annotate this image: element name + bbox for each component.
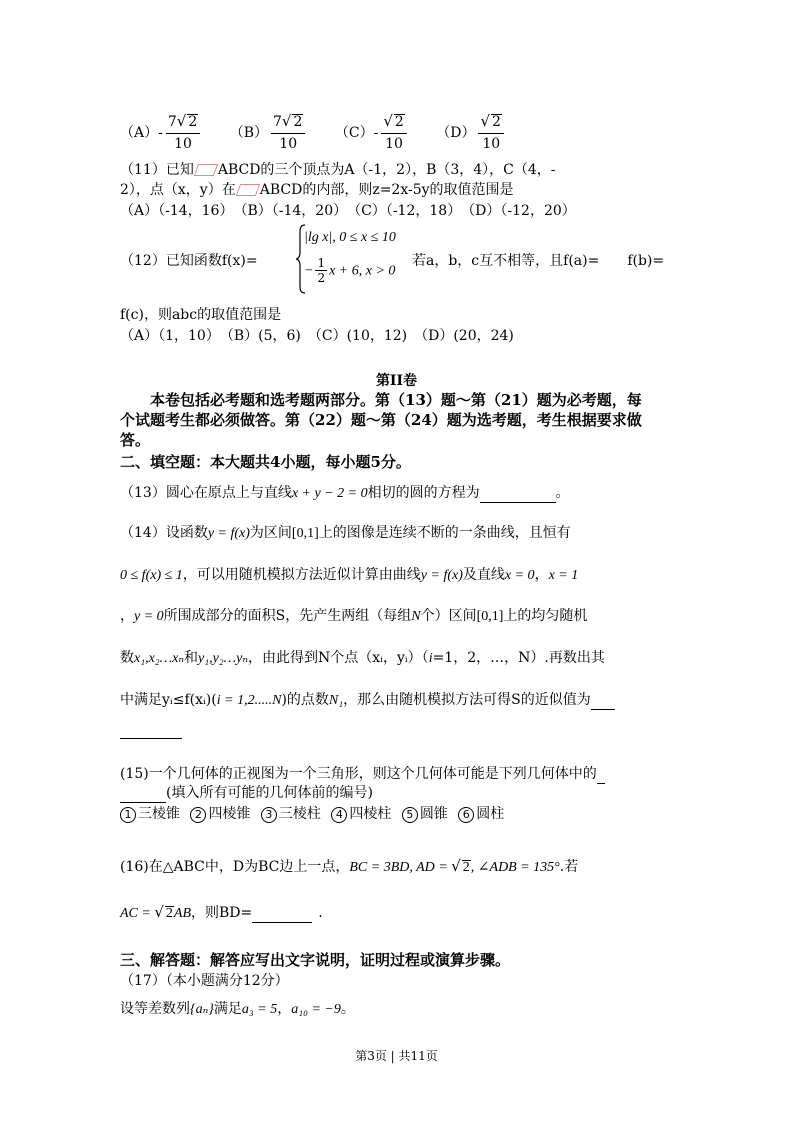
part-intro-3: 答。: [120, 431, 151, 449]
q15-line-2: (填入所有可能的几何体前的编号): [120, 784, 373, 803]
q11-options: （A）（-14，16） （B）（-14，20） （C）（-12，18） （D）（-12，20）: [120, 203, 576, 219]
q10-choice-d: （D） $\frac{√ 2}{10}$: [436, 110, 507, 154]
q11-line-1: （11）已知 ABCD的三个顶点为A（-1，2），B（3，4），C（4，-: [120, 162, 556, 178]
q12-options: （A）（1，10） （B）(5，6) （C）(10，12) （D）(20，24): [120, 328, 514, 344]
q14-line-5: 中满足yᵢ≤f(xᵢ)(i = 1,2.....N)的点数N₁，那么由随机模拟方法可得S的近似值为: [120, 691, 615, 710]
parallelogram-icon: [194, 164, 218, 176]
q16-line-1: (16)在△ABC中，D为BC边上一点，BC = 3BD, AD = √ 2, ∠ADB = 135°.若: [120, 857, 579, 875]
q16-line-2: AC = √ 2AB，则BD= .: [120, 903, 323, 921]
part-title: 第II卷: [375, 373, 418, 389]
q12-piece-1: |lg x|, 0 ≤ x ≤ 10: [304, 230, 396, 245]
q14-line-2: 0 ≤ f(x) ≤ 1，可以用随机模拟方法近似计算由曲线y = f(x)及直线x = 0，x = 1: [120, 567, 579, 583]
q17-body: 设等差数列{aₙ}满足a₃ = 5，a₁₀ = −9。: [120, 1001, 355, 1017]
q10-choices: [120, 110, 529, 156]
section-3-heading: 三、解答题：解答应写出文字说明，证明过程或演算步骤。: [120, 951, 511, 969]
q15-item-1: 1 三棱锥: [120, 806, 180, 822]
answer-blank-continued[interactable]: [120, 724, 182, 739]
q12-tail: 若a，b，c互不相等，且f(a)= f(b)=: [412, 253, 665, 269]
q15-items: [120, 805, 504, 823]
answer-blank[interactable]: [591, 691, 615, 710]
part-intro-2: 个试题考生都必须做答。第（22）题～第（24）题为选考题，考生根据要求做: [120, 411, 642, 429]
q12-piece-2: − $\frac{1}{2}$ x + 6, x > 0: [304, 256, 396, 285]
section-2-heading: 二、填空题：本大题共4小题，每小题5分。: [120, 453, 411, 471]
q17-head: （17）（本小题满分12分）: [120, 973, 289, 989]
q14-line-1: （14）设函数y = f(x)为区间[0,1]上的图像是连续不断的一条曲线，且恒有: [120, 525, 571, 541]
answer-blank[interactable]: [597, 765, 605, 784]
q10-choice-a: （A）- $\frac{7√ 2}{10}$: [120, 110, 203, 154]
q15-item-2: 2 四棱锥: [190, 806, 250, 822]
q12-line-2: f(c)，则abc的取值范围是: [120, 307, 282, 323]
part-intro-1: 本卷包括必考题和选考题两部分。第（13）题～第（21）题为必考题，每: [150, 391, 642, 409]
answer-blank[interactable]: [252, 904, 312, 923]
q14-line-3: ，y = 0所围成部分的面积S，先产生两组（每组N个）区间[0,1]上的均匀随机: [120, 608, 588, 624]
answer-blank[interactable]: [480, 484, 556, 503]
q15-item-6: 6 圆柱: [458, 806, 504, 822]
q12-lead: （12）已知函数f(x)=: [120, 253, 258, 269]
q15-line-1: (15)一个几何体的正视图为一个三角形，则这个几何体可能是下列几何体中的: [120, 765, 605, 784]
q15-item-5: 5 圆锥: [402, 806, 448, 822]
answer-blank-continued[interactable]: [120, 784, 166, 803]
q11-line-2: 2），点（x，y）在 ABCD的内部，则z=2x-5y的取值范围是: [120, 182, 514, 198]
q13: （13）圆心在原点上与直线x + y − 2 = 0相切的圆的方程为 。: [120, 485, 570, 501]
q10-choice-c: （C）- $\frac{√ 2}{10}$: [335, 110, 410, 154]
q14-line-4: 数x₁,x₂…xₙ和y₁,y₂…yₙ，由此得到N个点（xᵢ，yᵢ）（i=1，2，…，N）.再数出其: [120, 650, 605, 666]
q15-item-3: 3 三棱柱: [261, 806, 321, 822]
page-footer: 第3页 | 共11页: [355, 1049, 438, 1063]
parallelogram-icon: [236, 184, 260, 196]
q10-choice-b: （B） $\frac{7√ 2}{10}$: [230, 110, 309, 154]
q15-item-4: 4 四棱柱: [331, 806, 391, 822]
